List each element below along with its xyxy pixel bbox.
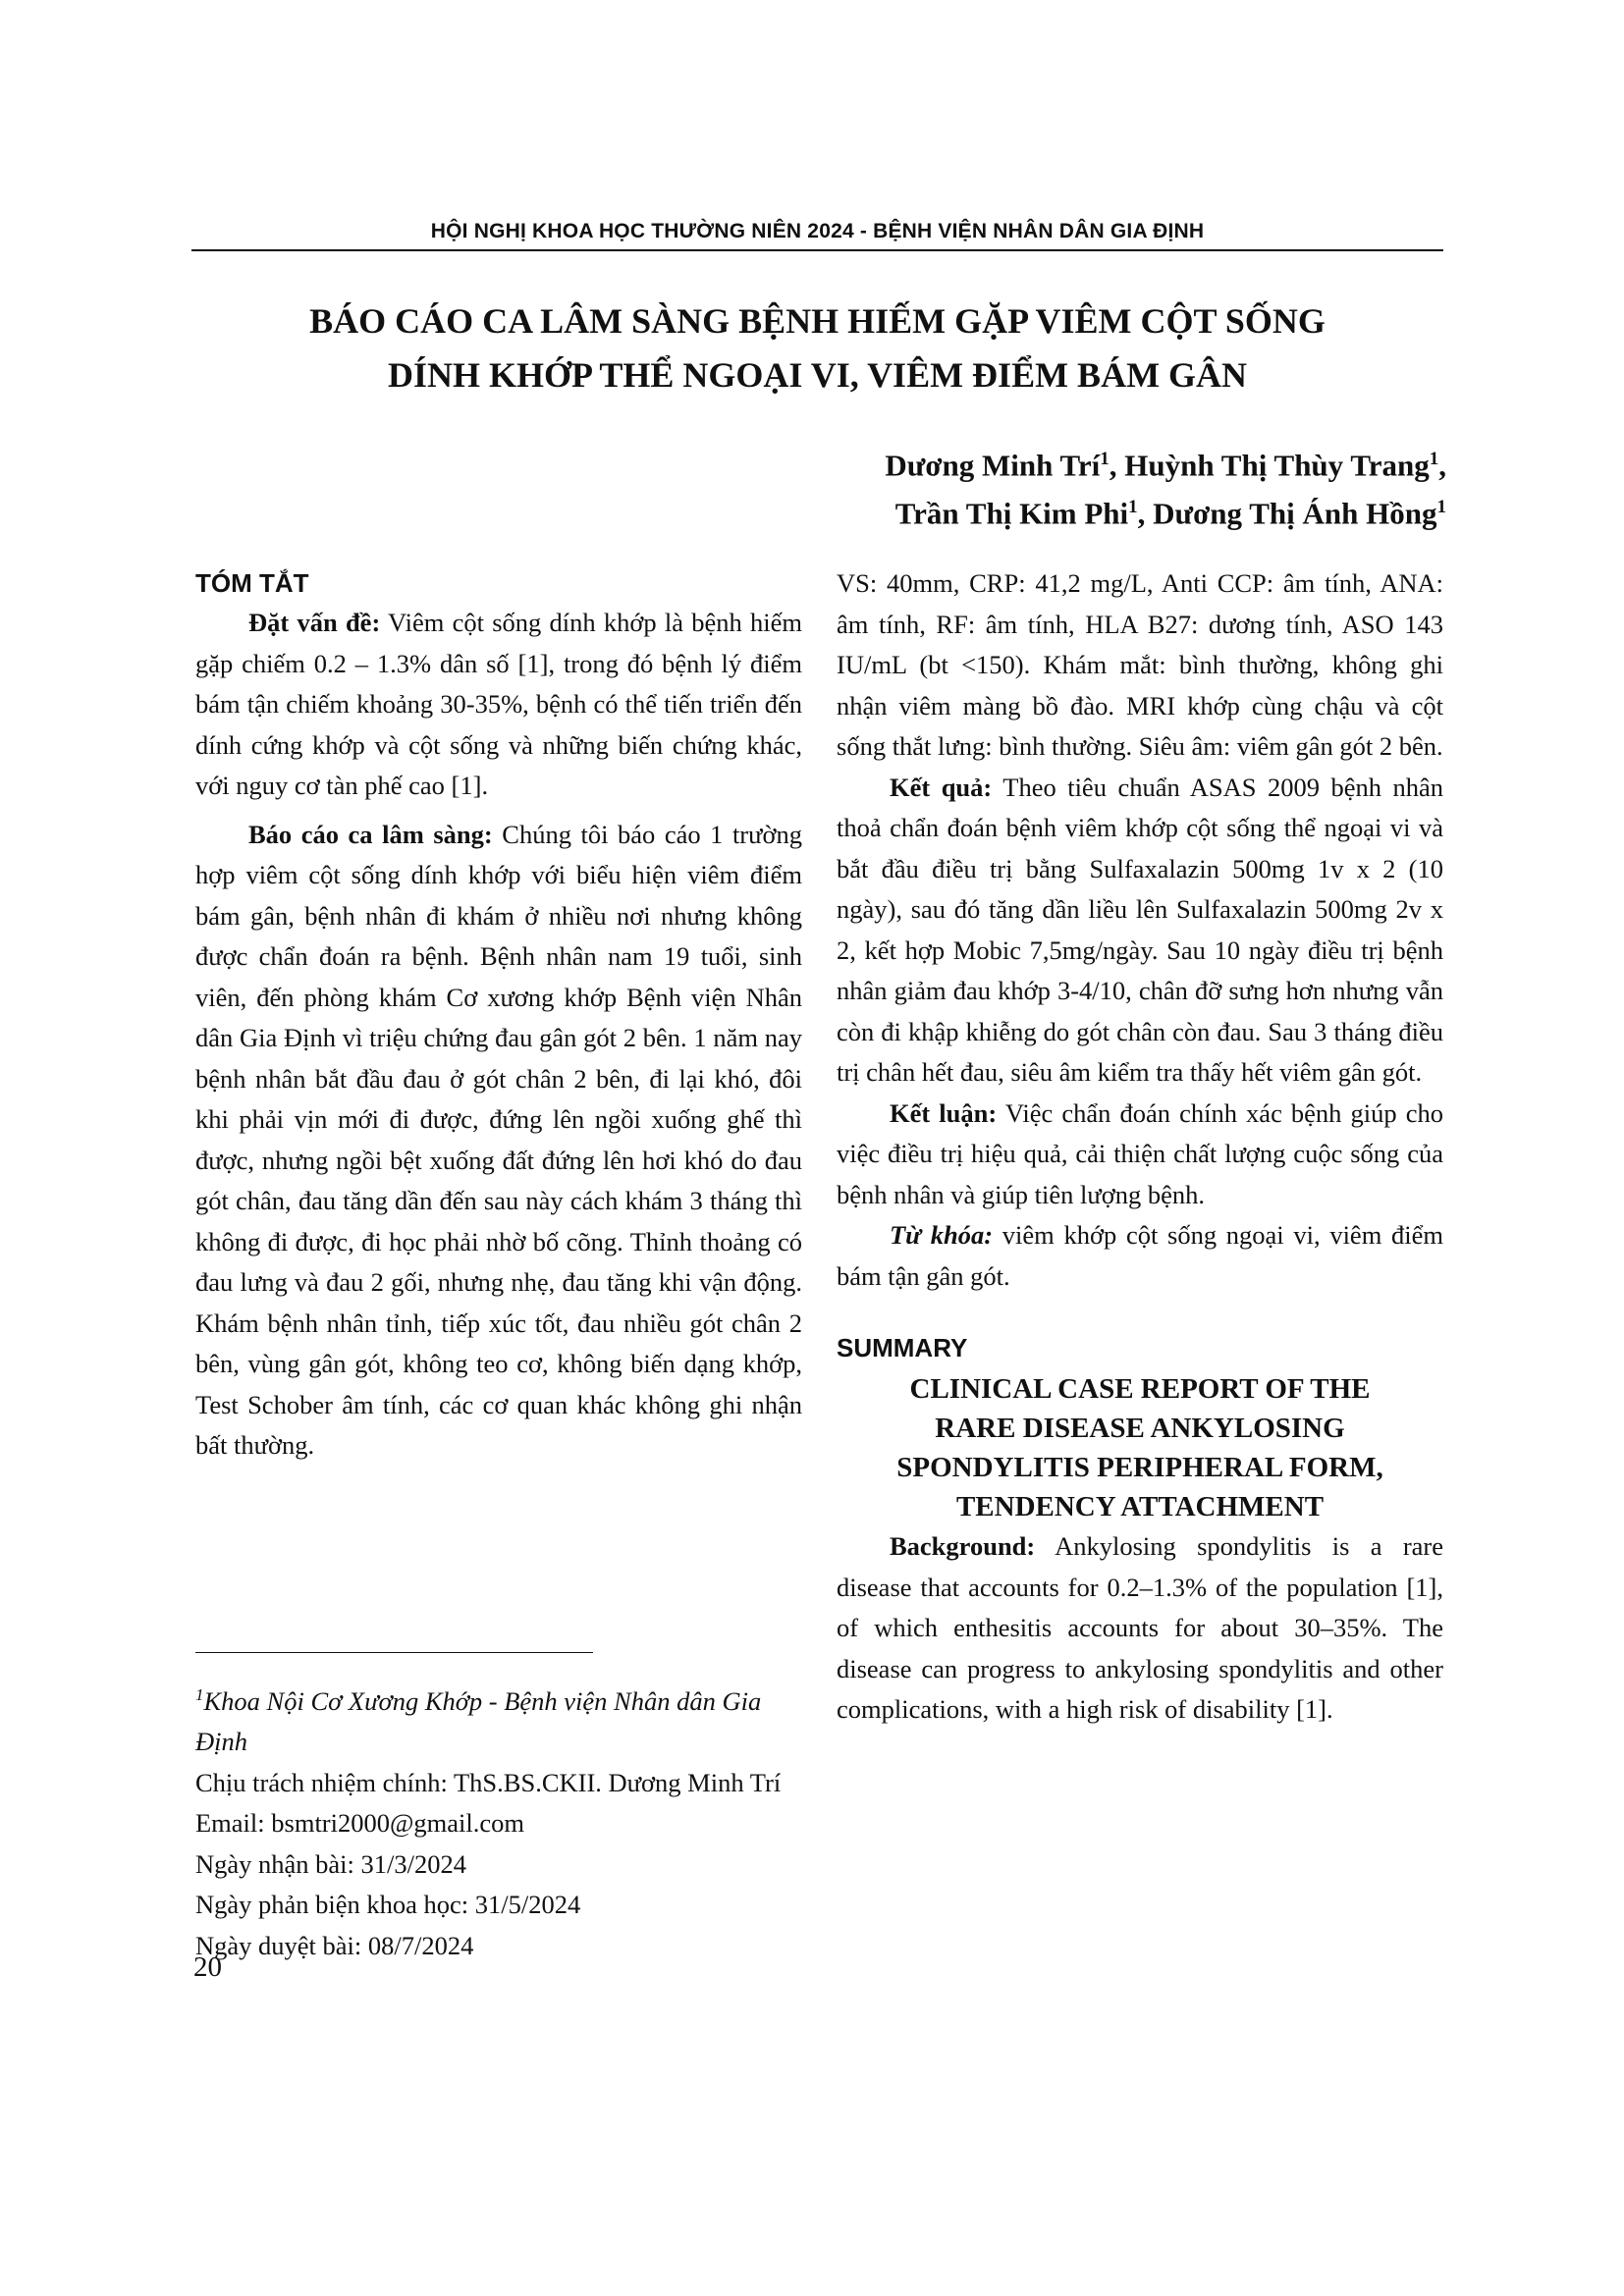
footnotes — [195, 1675, 802, 1966]
case-paragraph — [195, 815, 802, 1467]
running-header: HỘI NGHỊ KHOA HỌC THƯỜNG NIÊN 2024 - BỆNH VIỆN NHÂN DÂN GIA ĐỊNH — [191, 220, 1443, 251]
abstract-heading: TÓM TẮT — [195, 568, 309, 598]
background-paragraph — [195, 603, 802, 807]
summary-background-label: Background: — [890, 1531, 1036, 1561]
author-line-1: Dương Minh Trí$^1$, Huỳnh Thị Thùy Trang$^1$, — [885, 448, 1446, 483]
conclusion-text: Việc chẩn đoán chính xác bệnh giúp cho việc điều trị hiệu quả, cải thiện chất lượng cuộc sống của bệnh nhân và giúp tiên lượng bệnh. — [837, 1097, 1443, 1209]
author-separator: , — [1137, 496, 1154, 531]
case-text: Chúng tôi báo cáo 1 trường hợp viêm cột sống dính khớp với biểu hiện viêm điểm bám gân, bệnh nhân đi khám ở nhiều nơi nhưng không được chẩn đoán ra bệnh. Bệnh nhân nam 19 tuổi, sinh viên, đến phòng khám Cơ xương khớp Bệnh viện Nhân dân Gia Định vì triệu chứng đau gân gót 2 bên. 1 năm nay bệnh nhân bắt đầu đau ở gót chân 2 bên, đi lại khó, đôi khi phải vịn mới đi được, đứng lên ngồi xuống ghế thì được, nhưng ngồi bệt xuống đất đứng lên hơi khó do đau gót chân, đau tăng dần đến sau này cách khám 3 tháng thì không đi được, đi học phải nhờ bố cõng. Thỉnh thoảng có đau lưng và đau 2 gối, nhưng nhẹ, đau tăng khi vận động. Khám bệnh nhân tỉnh, tiếp xúc tốt, đau nhiều gót chân 2 bên, vùng gân gót, không teo cơ, không biến dạng khớp, Test Schober âm tính, các cơ quan khác không ghi nhận bất thường. — [195, 819, 803, 1460]
keywords-paragraph — [837, 1215, 1443, 1297]
conclusion-label: Kết luận: — [890, 1097, 998, 1128]
right-column — [837, 563, 1443, 1731]
summary-background-paragraph — [837, 1526, 1443, 1731]
article-title — [191, 294, 1443, 402]
affiliation-note — [195, 1675, 802, 1763]
summary-background-text: Ankylosing spondylitis is a rare disease that accounts for 0.2–1.3% of the population [1], of which enthesitis accounts for about 30–35%. The disease can progress to ankylosing spondylitis and other complications, with a high risk of disability [1]. — [837, 1531, 1443, 1724]
results-text: Theo tiêu chuẩn ASAS 2009 bệnh nhân thoả chẩn đoán bệnh viêm khớp cột sống thể ngoại vi và bắt đầu điều trị bằng Sulfaxalazin 500mg 1v x 2 (10 ngày), sau đó tăng dần liều lên Sulfaxalazin 500mg 2v x 2, kết hợp Mobic 7,5mg/ngày. Sau 10 ngày điều trị bệnh nhân giảm đau khớp 3-4/10, chân đỡ sưng hơn nhưng vẫn còn đi khập khiễng do gót chân còn đau. Sau 3 tháng điều trị chân hết đau, siêu âm kiểm tra thấy hết viêm gân gót. — [837, 772, 1444, 1087]
keywords-label: Từ khóa: — [890, 1220, 994, 1250]
email: Email: bsmtri2000@gmail.com — [195, 1808, 525, 1839]
case-label: Báo cáo ca lâm sàng: — [248, 819, 493, 849]
results-paragraph — [837, 768, 1443, 1094]
case-continuation: VS: 40mm, CRP: 41,2 mg/L, Anti CCP: âm tính, ANA: âm tính, RF: âm tính, HLA B27: dương tính, ASO 143 IU/mL (bt <150). Khám mắt: bình thường, không ghi nhận viêm màng bồ đào. MRI khớp cùng chậu và cột sống thắt lưng: bình thường. Siêu âm: viêm gân gót 2 bên. — [837, 568, 1443, 761]
affiliation-mark: 1 — [1100, 449, 1110, 469]
page-number: 20 — [193, 1951, 222, 1983]
accepted-date: Ngày duyệt bài: 08/7/2024 — [195, 1930, 474, 1960]
summary-heading: SUMMARY — [837, 1333, 968, 1362]
left-column — [195, 563, 802, 1467]
author-2: Huỳnh Thị Thùy Trang — [1124, 448, 1430, 483]
keywords-text: viêm khớp cột sống ngoại vi, viêm điểm bám tận gân gót. — [837, 1220, 1443, 1291]
author-1: Dương Minh Trí — [885, 448, 1101, 483]
results-label: Kết quả: — [890, 772, 993, 802]
background-text: Viêm cột sống dính khớp là bệnh hiếm gặp chiếm 0.2 – 1.3% dân số [1], trong đó bệnh lý điểm bám tận chiếm khoảng 30-35%, bệnh có thể tiến triển đến dính cứng khớp và cột sống và những biến chứng khác, với nguy cơ tàn phế cao [1]. — [195, 608, 802, 800]
author-separator: , — [1109, 448, 1125, 483]
title-line-1: BÁO CÁO CA LÂM SÀNG BỆNH HIẾM GẶP VIÊM CỘT SỐNG — [309, 301, 1326, 341]
affiliation-text: Khoa Nội Cơ Xương Khớp - Bệnh viện Nhân dân Gia Định — [195, 1685, 762, 1757]
affiliation-mark: 1 — [195, 1685, 204, 1704]
summary-title-line-4: TENDENCY ATTACHMENT — [955, 1491, 1325, 1522]
author-line-2 — [661, 486, 1446, 534]
footnote-divider — [195, 1652, 593, 1653]
review-date: Ngày phản biện khoa học: 31/5/2024 — [195, 1890, 581, 1920]
title-line-2: DÍNH KHỚP THỂ NGOẠI VI, VIÊM ĐIỂM BÁM GÂN — [387, 355, 1248, 395]
author-list — [661, 438, 1446, 535]
summary-title-line-3: SPONDYLITIS PERIPHERAL FORM, — [896, 1452, 1383, 1483]
conclusion-paragraph — [837, 1094, 1443, 1216]
responsible-author: Chịu trách nhiệm chính: ThS.BS.CKII. Dương Minh Trí — [195, 1767, 782, 1797]
affiliation-mark: 1 — [1429, 449, 1439, 469]
summary-title — [837, 1369, 1443, 1526]
author-4: Dương Thị Ánh Hồng — [1153, 496, 1437, 531]
received-date: Ngày nhận bài: 31/3/2024 — [195, 1848, 466, 1879]
affiliation-mark: 1 — [1436, 497, 1446, 518]
author-3: Trần Thị Kim Phi — [894, 496, 1129, 531]
affiliation-mark: 1 — [1128, 497, 1138, 518]
background-label: Đặt vấn đề: — [248, 608, 381, 637]
summary-title-line-2: RARE DISEASE ANKYLOSING — [935, 1413, 1345, 1444]
summary-title-line-1: CLINICAL CASE REPORT OF THE — [909, 1373, 1371, 1405]
